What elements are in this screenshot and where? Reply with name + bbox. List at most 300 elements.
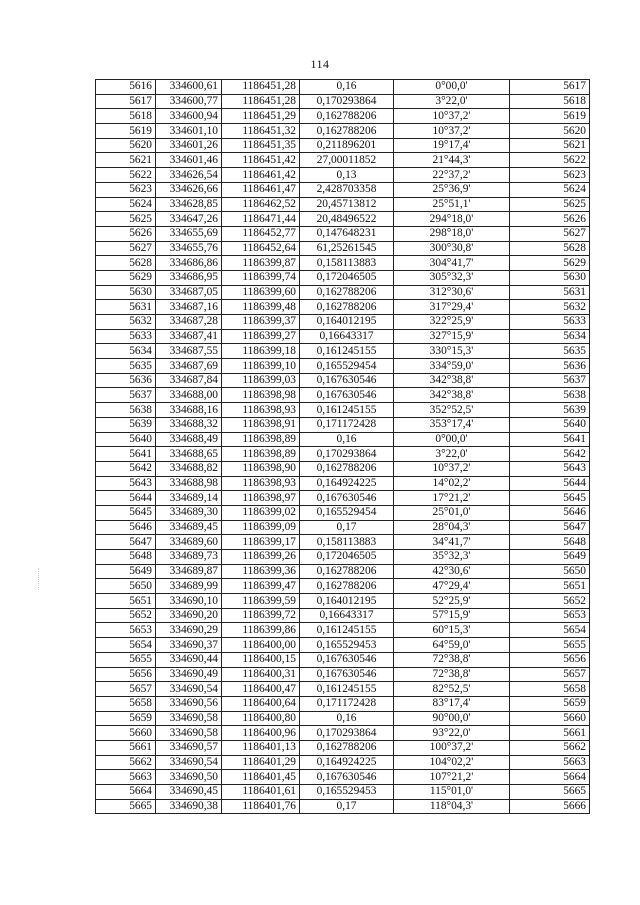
segment-length-cell: 0,162788206 [300, 579, 394, 594]
point-number-cell: 5616 [96, 80, 156, 95]
point-number-cell: 5636 [96, 373, 156, 388]
y-coordinate-cell: 1186400,64 [222, 696, 300, 711]
direction-angle-cell: 34°41,7' [394, 535, 510, 550]
segment-length-cell: 0,162788206 [300, 461, 394, 476]
y-coordinate-cell: 1186398,93 [222, 476, 300, 491]
direction-angle-cell: 10°37,2' [394, 109, 510, 124]
table-row [96, 270, 590, 285]
y-coordinate-cell: 1186399,74 [222, 270, 300, 285]
direction-angle-cell: 83°17,4' [394, 696, 510, 711]
table-row [96, 608, 590, 623]
point-number-cell: 5649 [96, 564, 156, 579]
y-coordinate-cell: 1186399,60 [222, 285, 300, 300]
direction-angle-cell: 22°37,2' [394, 168, 510, 183]
next-point-cell: 5618 [510, 94, 590, 109]
segment-length-cell: 0,165529453 [300, 785, 394, 800]
table-row [96, 667, 590, 682]
y-coordinate-cell: 1186451,28 [222, 94, 300, 109]
table-row [96, 550, 590, 565]
x-coordinate-cell: 334690,54 [156, 682, 222, 697]
point-number-cell: 5626 [96, 226, 156, 241]
point-number-cell: 5630 [96, 285, 156, 300]
point-number-cell: 5645 [96, 505, 156, 520]
direction-angle-cell: 115°01,0' [394, 785, 510, 800]
x-coordinate-cell: 334687,84 [156, 373, 222, 388]
table-row [96, 491, 590, 506]
direction-angle-cell: 352°52,5' [394, 403, 510, 418]
y-coordinate-cell: 1186399,03 [222, 373, 300, 388]
direction-angle-cell: 294°18,0' [394, 212, 510, 227]
next-point-cell: 5628 [510, 241, 590, 256]
next-point-cell: 5659 [510, 696, 590, 711]
next-point-cell: 5653 [510, 608, 590, 623]
y-coordinate-cell: 1186399,36 [222, 564, 300, 579]
y-coordinate-cell: 1186399,47 [222, 579, 300, 594]
y-coordinate-cell: 1186399,17 [222, 535, 300, 550]
next-point-cell: 5626 [510, 212, 590, 227]
next-point-cell: 5623 [510, 168, 590, 183]
direction-angle-cell: 104°02,2' [394, 755, 510, 770]
x-coordinate-cell: 334626,66 [156, 182, 222, 197]
x-coordinate-cell: 334688,82 [156, 461, 222, 476]
next-point-cell: 5639 [510, 403, 590, 418]
direction-angle-cell: 322°25,9' [394, 315, 510, 330]
segment-length-cell: 20,45713812 [300, 197, 394, 212]
y-coordinate-cell: 1186398,98 [222, 388, 300, 403]
y-coordinate-cell: 1186398,89 [222, 432, 300, 447]
x-coordinate-cell: 334690,10 [156, 594, 222, 609]
direction-angle-cell: 52°25,9' [394, 594, 510, 609]
direction-angle-cell: 21°44,3' [394, 153, 510, 168]
segment-length-cell: 0,162788206 [300, 300, 394, 315]
direction-angle-cell: 3°22,0' [394, 447, 510, 462]
table-row [96, 300, 590, 315]
table-row [96, 388, 590, 403]
x-coordinate-cell: 334690,45 [156, 785, 222, 800]
x-coordinate-cell: 334690,44 [156, 652, 222, 667]
table-row [96, 594, 590, 609]
next-point-cell: 5654 [510, 623, 590, 638]
table-row [96, 711, 590, 726]
x-coordinate-cell: 334689,45 [156, 520, 222, 535]
next-point-cell: 5621 [510, 138, 590, 153]
table-row [96, 417, 590, 432]
y-coordinate-cell: 1186398,93 [222, 403, 300, 418]
next-point-cell: 5645 [510, 491, 590, 506]
point-number-cell: 5633 [96, 329, 156, 344]
point-number-cell: 5632 [96, 315, 156, 330]
x-coordinate-cell: 334688,49 [156, 432, 222, 447]
segment-length-cell: 0,16 [300, 711, 394, 726]
next-point-cell: 5651 [510, 579, 590, 594]
coordinates-table [95, 79, 590, 814]
segment-length-cell: 0,162788206 [300, 740, 394, 755]
y-coordinate-cell: 1186451,32 [222, 124, 300, 139]
table-row [96, 579, 590, 594]
table-row [96, 432, 590, 447]
next-point-cell: 5647 [510, 520, 590, 535]
point-number-cell: 5641 [96, 447, 156, 462]
y-coordinate-cell: 1186399,02 [222, 505, 300, 520]
table-row [96, 623, 590, 638]
table-row [96, 799, 590, 814]
next-point-cell: 5663 [510, 755, 590, 770]
x-coordinate-cell: 334690,29 [156, 623, 222, 638]
next-point-cell: 5640 [510, 417, 590, 432]
point-number-cell: 5621 [96, 153, 156, 168]
x-coordinate-cell: 334690,54 [156, 755, 222, 770]
table-row [96, 344, 590, 359]
segment-length-cell: 0,170293864 [300, 94, 394, 109]
segment-length-cell: 0,162788206 [300, 109, 394, 124]
next-point-cell: 5632 [510, 300, 590, 315]
y-coordinate-cell: 1186399,37 [222, 315, 300, 330]
x-coordinate-cell: 334688,00 [156, 388, 222, 403]
point-number-cell: 5650 [96, 579, 156, 594]
direction-angle-cell: 0°00,0' [394, 80, 510, 95]
segment-length-cell: 0,170293864 [300, 726, 394, 741]
y-coordinate-cell: 1186399,87 [222, 256, 300, 271]
segment-length-cell: 0,17 [300, 799, 394, 814]
y-coordinate-cell: 1186400,47 [222, 682, 300, 697]
point-number-cell: 5619 [96, 124, 156, 139]
next-point-cell: 5658 [510, 682, 590, 697]
next-point-cell: 5633 [510, 315, 590, 330]
next-point-cell: 5636 [510, 359, 590, 374]
segment-length-cell: 0,165529454 [300, 505, 394, 520]
point-number-cell: 5643 [96, 476, 156, 491]
direction-angle-cell: 118°04,3' [394, 799, 510, 814]
y-coordinate-cell: 1186399,59 [222, 594, 300, 609]
x-coordinate-cell: 334690,56 [156, 696, 222, 711]
y-coordinate-cell: 1186398,89 [222, 447, 300, 462]
direction-angle-cell: 57°15,9' [394, 608, 510, 623]
segment-length-cell: 20,48496522 [300, 212, 394, 227]
y-coordinate-cell: 1186399,27 [222, 329, 300, 344]
table-row [96, 226, 590, 241]
table-row [96, 315, 590, 330]
segment-length-cell: 0,162788206 [300, 124, 394, 139]
x-coordinate-cell: 334601,46 [156, 153, 222, 168]
segment-length-cell: 0,164012195 [300, 315, 394, 330]
point-number-cell: 5620 [96, 138, 156, 153]
x-coordinate-cell: 334690,37 [156, 638, 222, 653]
segment-length-cell: 0,167630546 [300, 388, 394, 403]
table-row [96, 740, 590, 755]
direction-angle-cell: 334°59,0' [394, 359, 510, 374]
direction-angle-cell: 342°38,8' [394, 373, 510, 388]
next-point-cell: 5643 [510, 461, 590, 476]
direction-angle-cell: 305°32,3' [394, 270, 510, 285]
x-coordinate-cell: 334687,69 [156, 359, 222, 374]
table-row [96, 403, 590, 418]
x-coordinate-cell: 334690,58 [156, 726, 222, 741]
segment-length-cell: 0,167630546 [300, 667, 394, 682]
table-row [96, 109, 590, 124]
y-coordinate-cell: 1186399,48 [222, 300, 300, 315]
y-coordinate-cell: 1186451,28 [222, 80, 300, 95]
table-row [96, 153, 590, 168]
direction-angle-cell: 300°30,8' [394, 241, 510, 256]
point-number-cell: 5622 [96, 168, 156, 183]
point-number-cell: 5653 [96, 623, 156, 638]
segment-length-cell: 0,164924225 [300, 755, 394, 770]
y-coordinate-cell: 1186471,44 [222, 212, 300, 227]
segment-length-cell: 0,172046505 [300, 270, 394, 285]
coordinates-table-body [96, 80, 590, 814]
table-row [96, 197, 590, 212]
x-coordinate-cell: 334687,41 [156, 329, 222, 344]
direction-angle-cell: 72°38,8' [394, 667, 510, 682]
segment-length-cell: 0,211896201 [300, 138, 394, 153]
segment-length-cell: 0,161245155 [300, 623, 394, 638]
next-point-cell: 5649 [510, 550, 590, 565]
y-coordinate-cell: 1186451,42 [222, 153, 300, 168]
segment-length-cell: 0,147648231 [300, 226, 394, 241]
point-number-cell: 5647 [96, 535, 156, 550]
next-point-cell: 5655 [510, 638, 590, 653]
segment-length-cell: 0,171172428 [300, 696, 394, 711]
segment-length-cell: 0,172046505 [300, 550, 394, 565]
point-number-cell: 5654 [96, 638, 156, 653]
point-number-cell: 5655 [96, 652, 156, 667]
next-point-cell: 5641 [510, 432, 590, 447]
x-coordinate-cell: 334626,54 [156, 168, 222, 183]
segment-length-cell: 61,25261545 [300, 241, 394, 256]
y-coordinate-cell: 1186398,91 [222, 417, 300, 432]
direction-angle-cell: 342°38,8' [394, 388, 510, 403]
table-row [96, 447, 590, 462]
y-coordinate-cell: 1186401,61 [222, 785, 300, 800]
segment-length-cell: 0,171172428 [300, 417, 394, 432]
point-number-cell: 5656 [96, 667, 156, 682]
table-row [96, 682, 590, 697]
x-coordinate-cell: 334689,60 [156, 535, 222, 550]
x-coordinate-cell: 334600,61 [156, 80, 222, 95]
point-number-cell: 5642 [96, 461, 156, 476]
next-point-cell: 5665 [510, 785, 590, 800]
table-row [96, 329, 590, 344]
next-point-cell: 5624 [510, 182, 590, 197]
y-coordinate-cell: 1186401,29 [222, 755, 300, 770]
segment-length-cell: 0,17 [300, 520, 394, 535]
table-row [96, 785, 590, 800]
y-coordinate-cell: 1186462,52 [222, 197, 300, 212]
next-point-cell: 5646 [510, 505, 590, 520]
segment-length-cell: 0,165529453 [300, 638, 394, 653]
point-number-cell: 5639 [96, 417, 156, 432]
direction-angle-cell: 327°15,9' [394, 329, 510, 344]
y-coordinate-cell: 1186451,29 [222, 109, 300, 124]
direction-angle-cell: 0°00,0' [394, 432, 510, 447]
x-coordinate-cell: 334628,85 [156, 197, 222, 212]
direction-angle-cell: 47°29,4' [394, 579, 510, 594]
point-number-cell: 5663 [96, 770, 156, 785]
direction-angle-cell: 72°38,8' [394, 652, 510, 667]
x-coordinate-cell: 334689,73 [156, 550, 222, 565]
direction-angle-cell: 3°22,0' [394, 94, 510, 109]
y-coordinate-cell: 1186399,18 [222, 344, 300, 359]
next-point-cell: 5622 [510, 153, 590, 168]
direction-angle-cell: 25°36,9' [394, 182, 510, 197]
x-coordinate-cell: 334687,28 [156, 315, 222, 330]
next-point-cell: 5625 [510, 197, 590, 212]
point-number-cell: 5618 [96, 109, 156, 124]
point-number-cell: 5637 [96, 388, 156, 403]
table-row [96, 241, 590, 256]
direction-angle-cell: 90°00,0' [394, 711, 510, 726]
y-coordinate-cell: 1186398,97 [222, 491, 300, 506]
x-coordinate-cell: 334686,95 [156, 270, 222, 285]
table-row [96, 770, 590, 785]
x-coordinate-cell: 334647,26 [156, 212, 222, 227]
y-coordinate-cell: 1186401,13 [222, 740, 300, 755]
segment-length-cell: 0,16 [300, 432, 394, 447]
next-point-cell: 5656 [510, 652, 590, 667]
direction-angle-cell: 312°30,6' [394, 285, 510, 300]
segment-length-cell: 0,165529454 [300, 359, 394, 374]
y-coordinate-cell: 1186401,45 [222, 770, 300, 785]
point-number-cell: 5651 [96, 594, 156, 609]
direction-angle-cell: 82°52,5' [394, 682, 510, 697]
y-coordinate-cell: 1186399,10 [222, 359, 300, 374]
direction-angle-cell: 25°51,1' [394, 197, 510, 212]
next-point-cell: 5630 [510, 270, 590, 285]
segment-length-cell: 0,167630546 [300, 491, 394, 506]
x-coordinate-cell: 334690,20 [156, 608, 222, 623]
table-row [96, 138, 590, 153]
next-point-cell: 5642 [510, 447, 590, 462]
y-coordinate-cell: 1186451,35 [222, 138, 300, 153]
y-coordinate-cell: 1186461,47 [222, 182, 300, 197]
x-coordinate-cell: 334687,05 [156, 285, 222, 300]
segment-length-cell: 0,164924225 [300, 476, 394, 491]
table-row [96, 638, 590, 653]
table-row [96, 182, 590, 197]
table-row [96, 505, 590, 520]
direction-angle-cell: 14°02,2' [394, 476, 510, 491]
direction-angle-cell: 25°01,0' [394, 505, 510, 520]
x-coordinate-cell: 334686,86 [156, 256, 222, 271]
next-point-cell: 5652 [510, 594, 590, 609]
segment-length-cell: 0,162788206 [300, 285, 394, 300]
table-row [96, 94, 590, 109]
point-number-cell: 5617 [96, 94, 156, 109]
direction-angle-cell: 10°37,2' [394, 124, 510, 139]
segment-length-cell: 0,158113883 [300, 256, 394, 271]
next-point-cell: 5664 [510, 770, 590, 785]
next-point-cell: 5662 [510, 740, 590, 755]
table-row [96, 373, 590, 388]
direction-angle-cell: 317°29,4' [394, 300, 510, 315]
direction-angle-cell: 64°59,0' [394, 638, 510, 653]
x-coordinate-cell: 334688,16 [156, 403, 222, 418]
table-row [96, 256, 590, 271]
point-number-cell: 5634 [96, 344, 156, 359]
segment-length-cell: 0,167630546 [300, 652, 394, 667]
direction-angle-cell: 19°17,4' [394, 138, 510, 153]
point-number-cell: 5665 [96, 799, 156, 814]
x-coordinate-cell: 334689,87 [156, 564, 222, 579]
table-row [96, 461, 590, 476]
margin-mark [38, 568, 41, 590]
y-coordinate-cell: 1186399,26 [222, 550, 300, 565]
table-row [96, 476, 590, 491]
y-coordinate-cell: 1186399,72 [222, 608, 300, 623]
table-row [96, 80, 590, 95]
segment-length-cell: 0,167630546 [300, 373, 394, 388]
y-coordinate-cell: 1186461,42 [222, 168, 300, 183]
next-point-cell: 5637 [510, 373, 590, 388]
next-point-cell: 5635 [510, 344, 590, 359]
y-coordinate-cell: 1186401,76 [222, 799, 300, 814]
x-coordinate-cell: 334687,16 [156, 300, 222, 315]
next-point-cell: 5620 [510, 124, 590, 139]
segment-length-cell: 0,161245155 [300, 403, 394, 418]
point-number-cell: 5648 [96, 550, 156, 565]
segment-length-cell: 27,00011852 [300, 153, 394, 168]
point-number-cell: 5659 [96, 711, 156, 726]
direction-angle-cell: 28°04,3' [394, 520, 510, 535]
direction-angle-cell: 304°41,7' [394, 256, 510, 271]
next-point-cell: 5657 [510, 667, 590, 682]
point-number-cell: 5625 [96, 212, 156, 227]
segment-length-cell: 0,161245155 [300, 682, 394, 697]
x-coordinate-cell: 334688,98 [156, 476, 222, 491]
next-point-cell: 5660 [510, 711, 590, 726]
point-number-cell: 5640 [96, 432, 156, 447]
y-coordinate-cell: 1186400,31 [222, 667, 300, 682]
point-number-cell: 5664 [96, 785, 156, 800]
segment-length-cell: 0,16 [300, 80, 394, 95]
next-point-cell: 5648 [510, 535, 590, 550]
segment-length-cell: 0,167630546 [300, 770, 394, 785]
direction-angle-cell: 100°37,2' [394, 740, 510, 755]
point-number-cell: 5646 [96, 520, 156, 535]
table-row [96, 212, 590, 227]
next-point-cell: 5638 [510, 388, 590, 403]
next-point-cell: 5650 [510, 564, 590, 579]
segment-length-cell: 0,162788206 [300, 564, 394, 579]
direction-angle-cell: 298°18,0' [394, 226, 510, 241]
x-coordinate-cell: 334689,14 [156, 491, 222, 506]
segment-length-cell: 0,13 [300, 168, 394, 183]
y-coordinate-cell: 1186400,15 [222, 652, 300, 667]
table-row [96, 285, 590, 300]
next-point-cell: 5629 [510, 256, 590, 271]
y-coordinate-cell: 1186399,86 [222, 623, 300, 638]
direction-angle-cell: 353°17,4' [394, 417, 510, 432]
point-number-cell: 5652 [96, 608, 156, 623]
table-row [96, 726, 590, 741]
direction-angle-cell: 42°30,6' [394, 564, 510, 579]
y-coordinate-cell: 1186400,96 [222, 726, 300, 741]
segment-length-cell: 0,161245155 [300, 344, 394, 359]
point-number-cell: 5644 [96, 491, 156, 506]
x-coordinate-cell: 334601,10 [156, 124, 222, 139]
table-row [96, 535, 590, 550]
direction-angle-cell: 330°15,3' [394, 344, 510, 359]
table-row [96, 755, 590, 770]
point-number-cell: 5661 [96, 740, 156, 755]
segment-length-cell: 0,170293864 [300, 447, 394, 462]
x-coordinate-cell: 334601,26 [156, 138, 222, 153]
point-number-cell: 5629 [96, 270, 156, 285]
next-point-cell: 5644 [510, 476, 590, 491]
point-number-cell: 5638 [96, 403, 156, 418]
point-number-cell: 5631 [96, 300, 156, 315]
x-coordinate-cell: 334655,69 [156, 226, 222, 241]
